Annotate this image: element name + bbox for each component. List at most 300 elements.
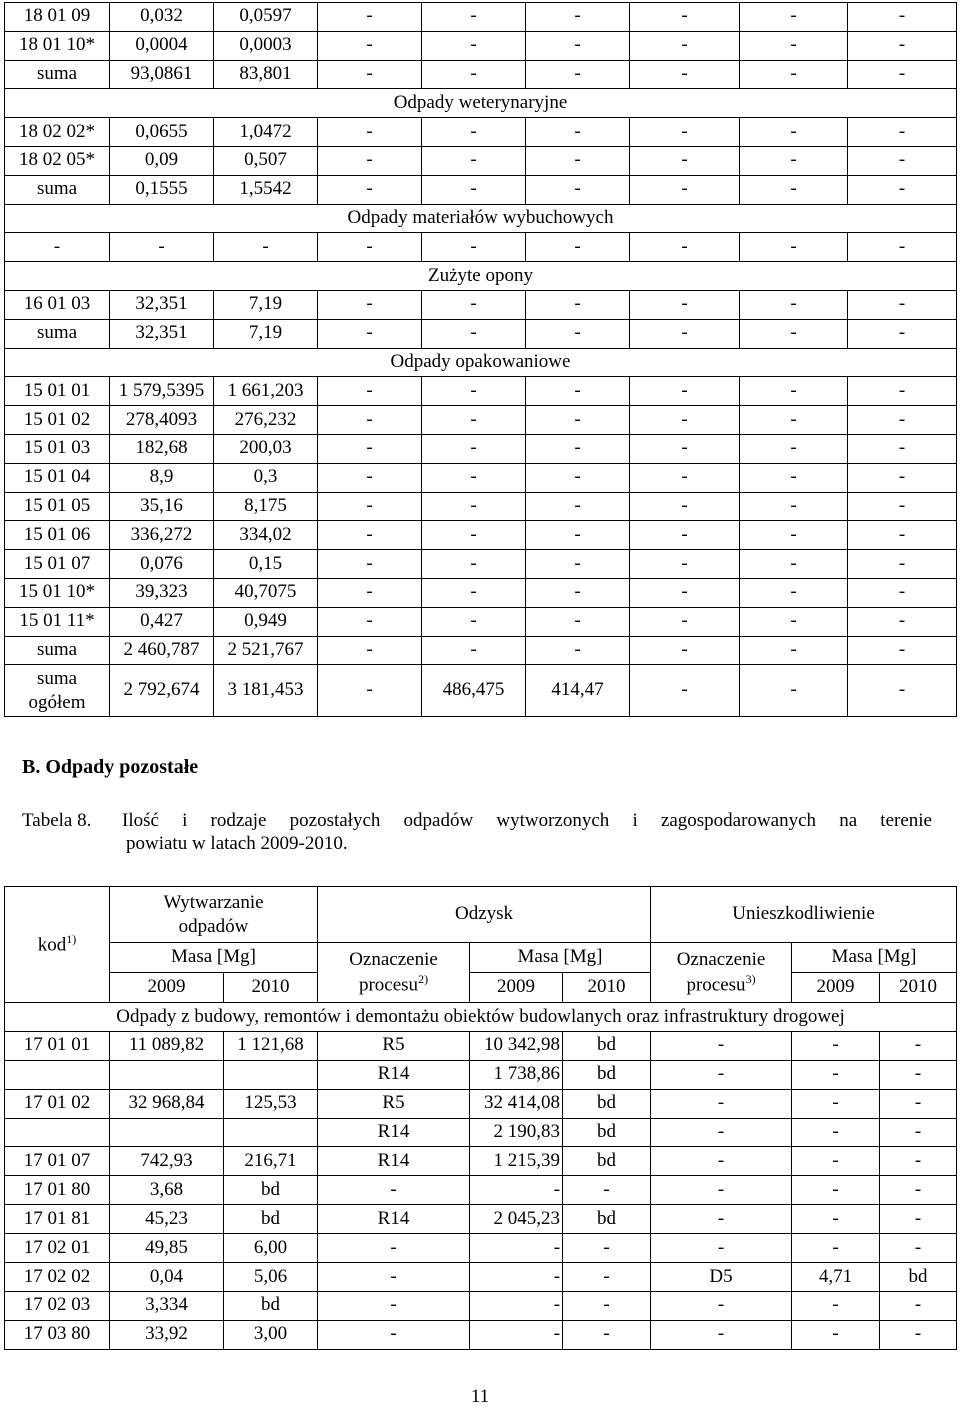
table-cell: - (422, 60, 526, 89)
waste-code-cell: 18 02 05* (5, 146, 110, 175)
table-cell: - (214, 233, 318, 262)
table-cell: - (318, 319, 422, 348)
table-row (5, 521, 957, 550)
table-cell: - (318, 521, 422, 550)
caption-text-line1: Ilość i rodzaje pozostałych odpadów wytworzonych i zagospodarowanych na terenie (122, 810, 932, 831)
table-cell: - (422, 3, 526, 32)
header-oznaczenie-unieszk: Oznaczenie procesu$^{3)}$ (651, 943, 792, 1003)
table-row (5, 1060, 957, 1089)
table-cell: - (630, 607, 740, 636)
table-row (5, 607, 957, 636)
table-cell: - (318, 1176, 470, 1205)
table-cell (110, 1118, 224, 1147)
table-cell: 49,85 (110, 1234, 224, 1263)
table-row (5, 118, 957, 147)
table-row (5, 550, 957, 579)
table-cell: - (470, 1263, 563, 1292)
table-cell: - (422, 377, 526, 406)
table-cell: 182,68 (110, 434, 214, 463)
caption-text-line2: powiatu w latach 2009-2010. (126, 832, 348, 854)
table-row (5, 434, 957, 463)
table-cell: - (630, 434, 740, 463)
table-cell: - (422, 146, 526, 175)
table-cell: - (792, 1147, 880, 1176)
waste-code-cell: 15 01 01 (5, 377, 110, 406)
table-cell: 0,09 (110, 146, 214, 175)
table-cell: 32 414,08 (470, 1089, 563, 1118)
table-cell: - (880, 1205, 957, 1234)
table-cell: - (526, 406, 630, 435)
table-cell: 414,47 (526, 665, 630, 717)
waste-code-cell: 18 01 09 (5, 3, 110, 32)
waste-code-cell: 18 01 10* (5, 31, 110, 60)
table-cell: - (470, 1176, 563, 1205)
table-cell: 336,272 (110, 521, 214, 550)
waste-code-cell: suma ogółem (5, 665, 110, 717)
table-cell: - (526, 3, 630, 32)
table-cell: - (470, 1291, 563, 1320)
table-cell: - (651, 1118, 792, 1147)
page-number: 11 (470, 1386, 490, 1407)
table-cell: - (792, 1234, 880, 1263)
table-cell: - (318, 1320, 470, 1349)
table-cell: 0,0655 (110, 118, 214, 147)
table-cell: - (630, 377, 740, 406)
table-caption (22, 810, 938, 856)
table-cell: - (318, 434, 422, 463)
table-cell: 334,02 (214, 521, 318, 550)
table-cell: - (630, 550, 740, 579)
table-cell: - (848, 377, 957, 406)
table-cell: 83,801 (214, 60, 318, 89)
table-cell: - (880, 1176, 957, 1205)
table-cell: - (848, 233, 957, 262)
waste-code-cell: 15 01 11* (5, 607, 110, 636)
table-row (5, 1118, 957, 1147)
table-cell: - (422, 319, 526, 348)
table-cell: R5 (318, 1031, 470, 1060)
table-cell: - (848, 31, 957, 60)
table-cell: bd (224, 1176, 318, 1205)
table-cell: - (792, 1205, 880, 1234)
table-cell: - (422, 607, 526, 636)
table-cell: R14 (318, 1147, 470, 1176)
table-cell: bd (563, 1060, 651, 1089)
table-cell: - (880, 1060, 957, 1089)
table-row (5, 1205, 957, 1234)
table-cell: 2 792,674 (110, 665, 214, 717)
table-cell: - (318, 406, 422, 435)
table-cell: - (318, 578, 422, 607)
table-row (5, 31, 957, 60)
header-year: 2009 (110, 973, 224, 1003)
table-cell: - (563, 1320, 651, 1349)
table-cell: bd (563, 1031, 651, 1060)
table-cell (110, 1060, 224, 1089)
table-cell: - (848, 319, 957, 348)
table-cell: 0,1555 (110, 175, 214, 204)
table-cell: - (880, 1118, 957, 1147)
header-year: 2010 (224, 973, 318, 1003)
other-waste-table (4, 886, 957, 1350)
table-cell: - (880, 1147, 957, 1176)
table-cell: - (422, 434, 526, 463)
waste-code-cell: 17 02 02 (5, 1263, 110, 1292)
table-cell: R14 (318, 1060, 470, 1089)
table-cell: - (880, 1234, 957, 1263)
table-cell: - (422, 492, 526, 521)
table-cell: - (526, 175, 630, 204)
header-wytwarzanie: Wytwarzanie odpadów (110, 887, 318, 943)
waste-code-cell: 15 01 06 (5, 521, 110, 550)
table-cell: 0,949 (214, 607, 318, 636)
table-cell: bd (880, 1263, 957, 1292)
waste-code-cell: 15 01 04 (5, 463, 110, 492)
table-cell: 32,351 (110, 290, 214, 319)
table-cell: - (848, 146, 957, 175)
table-row (5, 1031, 957, 1060)
table-cell: D5 (651, 1263, 792, 1292)
waste-code-cell: 17 01 01 (5, 1031, 110, 1060)
table-cell: - (848, 578, 957, 607)
section-label: Odpady materiałów wybuchowych (5, 204, 957, 233)
table-cell: - (318, 665, 422, 717)
table-cell: - (792, 1089, 880, 1118)
table-cell: 40,7075 (214, 578, 318, 607)
table-cell: R5 (318, 1089, 470, 1118)
waste-code-cell: 15 01 07 (5, 550, 110, 579)
header-odzysk: Odzysk (318, 887, 651, 943)
table-cell: - (848, 118, 957, 147)
table-cell: - (651, 1234, 792, 1263)
table-cell: - (630, 175, 740, 204)
table-cell: - (740, 175, 848, 204)
table-cell: - (563, 1263, 651, 1292)
header-oznaczenie-odzysk: Oznaczenie procesu$^{2)}$ (318, 943, 470, 1003)
header-year: 2010 (563, 973, 651, 1003)
table-cell: - (740, 3, 848, 32)
table-cell: 35,16 (110, 492, 214, 521)
waste-code-cell (5, 1060, 110, 1089)
table-cell: bd (224, 1205, 318, 1234)
table-cell: 216,71 (224, 1147, 318, 1176)
table-cell: - (651, 1089, 792, 1118)
table-row (5, 233, 957, 262)
table-cell: - (318, 290, 422, 319)
table-cell: - (740, 463, 848, 492)
table-cell: - (740, 290, 848, 319)
table-row (5, 406, 957, 435)
table-cell: 0,507 (214, 146, 318, 175)
table-cell: 0,0003 (214, 31, 318, 60)
table-row (5, 665, 957, 717)
table-cell: bd (563, 1118, 651, 1147)
table-cell: - (630, 665, 740, 717)
table-cell: - (880, 1320, 957, 1349)
table-cell: - (740, 319, 848, 348)
table-cell: bd (563, 1205, 651, 1234)
table-cell: - (740, 31, 848, 60)
table-cell: - (740, 377, 848, 406)
table-cell: - (740, 550, 848, 579)
table-cell: - (563, 1234, 651, 1263)
table-cell: - (318, 1263, 470, 1292)
table-cell: - (318, 175, 422, 204)
table-cell: - (318, 118, 422, 147)
table-cell: 0,0597 (214, 3, 318, 32)
table-cell: - (651, 1147, 792, 1176)
table-cell: 2 460,787 (110, 636, 214, 665)
table-cell: - (318, 377, 422, 406)
table-cell: 5,06 (224, 1263, 318, 1292)
table-cell: 4,71 (792, 1263, 880, 1292)
table-row (5, 1263, 957, 1292)
waste-code-cell: 17 02 03 (5, 1291, 110, 1320)
waste-code-cell: suma (5, 175, 110, 204)
table-cell: - (422, 233, 526, 262)
table-row (5, 1291, 957, 1320)
table-cell: - (526, 492, 630, 521)
table-cell: bd (563, 1089, 651, 1118)
table-cell: - (422, 578, 526, 607)
table-cell: - (526, 319, 630, 348)
table-cell: - (318, 492, 422, 521)
table-cell: - (880, 1089, 957, 1118)
header-masa-odzysk: Masa [Mg] (470, 943, 651, 973)
table-cell: - (526, 60, 630, 89)
table-cell: - (792, 1060, 880, 1089)
table-row (5, 319, 957, 348)
table-cell: - (422, 118, 526, 147)
table-row (5, 175, 957, 204)
table-cell: - (740, 406, 848, 435)
table-cell: - (651, 1291, 792, 1320)
table-row (5, 636, 957, 665)
table-row (5, 578, 957, 607)
table-cell: bd (224, 1291, 318, 1320)
table-cell: - (318, 146, 422, 175)
table-row (5, 60, 957, 89)
table-cell: - (848, 550, 957, 579)
table-cell: - (526, 550, 630, 579)
table-cell: 1 661,203 (214, 377, 318, 406)
table-cell: 8,9 (110, 463, 214, 492)
table-cell: 742,93 (110, 1147, 224, 1176)
table-cell: - (630, 578, 740, 607)
table-cell: - (848, 175, 957, 204)
table-cell: - (740, 233, 848, 262)
table-cell: - (848, 665, 957, 717)
table-cell: - (470, 1320, 563, 1349)
table-row (5, 492, 957, 521)
header-masa-wytw: Masa [Mg] (110, 943, 318, 973)
table-cell: - (630, 60, 740, 89)
table-cell: - (422, 463, 526, 492)
table-cell: - (630, 233, 740, 262)
table-cell: 0,076 (110, 550, 214, 579)
table-cell: - (740, 434, 848, 463)
table-cell: - (318, 463, 422, 492)
table-cell: - (651, 1320, 792, 1349)
table-cell: - (526, 290, 630, 319)
table-cell: - (880, 1291, 957, 1320)
table-cell: - (848, 463, 957, 492)
table-cell: - (318, 1234, 470, 1263)
table-cell: - (848, 3, 957, 32)
table-cell: - (630, 521, 740, 550)
table-cell: - (422, 406, 526, 435)
waste-code-cell: 17 01 81 (5, 1205, 110, 1234)
table-cell: - (630, 146, 740, 175)
table-cell: - (792, 1320, 880, 1349)
table-cell: 2 521,767 (214, 636, 318, 665)
table-section-row (5, 204, 957, 233)
table-row (5, 1320, 957, 1349)
table-row (5, 1234, 957, 1263)
table-cell: - (318, 60, 422, 89)
table-cell: 0,032 (110, 3, 214, 32)
table-cell: - (651, 1060, 792, 1089)
table-cell: - (630, 636, 740, 665)
table-cell: - (848, 60, 957, 89)
waste-code-cell (5, 1118, 110, 1147)
table-cell: 10 342,98 (470, 1031, 563, 1060)
waste-table-continued (4, 2, 957, 717)
table-cell: - (526, 463, 630, 492)
table-cell: 93,0861 (110, 60, 214, 89)
table-cell: 7,19 (214, 290, 318, 319)
table-cell: 45,23 (110, 1205, 224, 1234)
table-cell: - (848, 521, 957, 550)
table-cell: - (848, 406, 957, 435)
table-cell: - (740, 578, 848, 607)
table-cell: - (740, 665, 848, 717)
table-row (5, 3, 957, 32)
header-unieszkodliwienie: Unieszkodliwienie (651, 887, 957, 943)
table-cell: 6,00 (224, 1234, 318, 1263)
table-cell: - (740, 521, 848, 550)
table-cell: 1 579,5395 (110, 377, 214, 406)
table-cell: - (422, 636, 526, 665)
table-cell: - (630, 290, 740, 319)
table-cell: - (740, 60, 848, 89)
table-cell: - (740, 492, 848, 521)
section-label: Odpady weterynaryjne (5, 89, 957, 118)
table-cell: 32,351 (110, 319, 214, 348)
section-label: Odpady opakowaniowe (5, 348, 957, 377)
waste-code-cell: 15 01 10* (5, 578, 110, 607)
table-cell: 3 181,453 (214, 665, 318, 717)
table-cell: - (792, 1291, 880, 1320)
table-cell: 0,427 (110, 607, 214, 636)
table-cell: 39,323 (110, 578, 214, 607)
table-cell: - (318, 636, 422, 665)
table-cell (224, 1118, 318, 1147)
table-cell: - (792, 1176, 880, 1205)
table-cell: 32 968,84 (110, 1089, 224, 1118)
table-cell: - (422, 521, 526, 550)
table-cell: - (318, 550, 422, 579)
waste-code-cell: 17 03 80 (5, 1320, 110, 1349)
table-cell: 0,04 (110, 1263, 224, 1292)
table-cell: - (422, 31, 526, 60)
table-cell: - (526, 118, 630, 147)
table-cell: 1,5542 (214, 175, 318, 204)
table-section-row (5, 348, 957, 377)
table-cell: - (422, 175, 526, 204)
table-cell: - (526, 636, 630, 665)
table-cell: 8,175 (214, 492, 318, 521)
table-cell: - (848, 492, 957, 521)
table-cell: - (526, 607, 630, 636)
table-cell: - (651, 1176, 792, 1205)
table-cell: - (630, 118, 740, 147)
waste-code-cell: suma (5, 319, 110, 348)
table-section-row (5, 262, 957, 291)
table-cell: - (848, 290, 957, 319)
table-cell: - (110, 233, 214, 262)
table-cell: 1 121,68 (224, 1031, 318, 1060)
table-cell: - (880, 1031, 957, 1060)
waste-code-cell: 17 01 07 (5, 1147, 110, 1176)
table-cell: - (318, 607, 422, 636)
table-section-row: Odpady z budowy, remontów i demontażu obiektów budowlanych oraz infrastruktury drogowej (5, 1003, 957, 1032)
section-label: Zużyte opony (5, 262, 957, 291)
table-cell: 278,4093 (110, 406, 214, 435)
caption-label: Tabela 8. (22, 810, 92, 831)
table-cell: - (651, 1205, 792, 1234)
waste-code-cell: 16 01 03 (5, 290, 110, 319)
table-row (5, 290, 957, 319)
table-cell: 2 045,23 (470, 1205, 563, 1234)
table-section-row (5, 89, 957, 118)
table-cell: 276,232 (214, 406, 318, 435)
table-cell: - (318, 3, 422, 32)
table-cell: 3,68 (110, 1176, 224, 1205)
table-cell (224, 1060, 318, 1089)
table-cell: - (740, 607, 848, 636)
waste-code-cell: 17 01 02 (5, 1089, 110, 1118)
table-cell: R14 (318, 1205, 470, 1234)
table-cell: - (526, 233, 630, 262)
table-cell: - (470, 1234, 563, 1263)
table-cell: - (630, 492, 740, 521)
waste-code-cell: 17 02 01 (5, 1234, 110, 1263)
table-cell: 3,00 (224, 1320, 318, 1349)
table-cell: 33,92 (110, 1320, 224, 1349)
waste-code-cell: suma (5, 636, 110, 665)
table-row (5, 1147, 957, 1176)
table-cell: - (792, 1031, 880, 1060)
table-cell: 0,0004 (110, 31, 214, 60)
table-cell: - (563, 1291, 651, 1320)
waste-code-cell: suma (5, 60, 110, 89)
table-cell: 3,334 (110, 1291, 224, 1320)
table-cell: - (318, 1291, 470, 1320)
table-row (5, 1176, 957, 1205)
table-cell: - (526, 146, 630, 175)
header-masa-unieszk: Masa [Mg] (792, 943, 957, 973)
waste-code-cell: 15 01 05 (5, 492, 110, 521)
table-row (5, 146, 957, 175)
table-cell: - (848, 434, 957, 463)
table-cell: - (848, 607, 957, 636)
table-cell: 11 089,82 (110, 1031, 224, 1060)
table-cell: - (318, 233, 422, 262)
table-cell: - (630, 406, 740, 435)
table-cell: - (318, 31, 422, 60)
waste-code-cell: 15 01 03 (5, 434, 110, 463)
